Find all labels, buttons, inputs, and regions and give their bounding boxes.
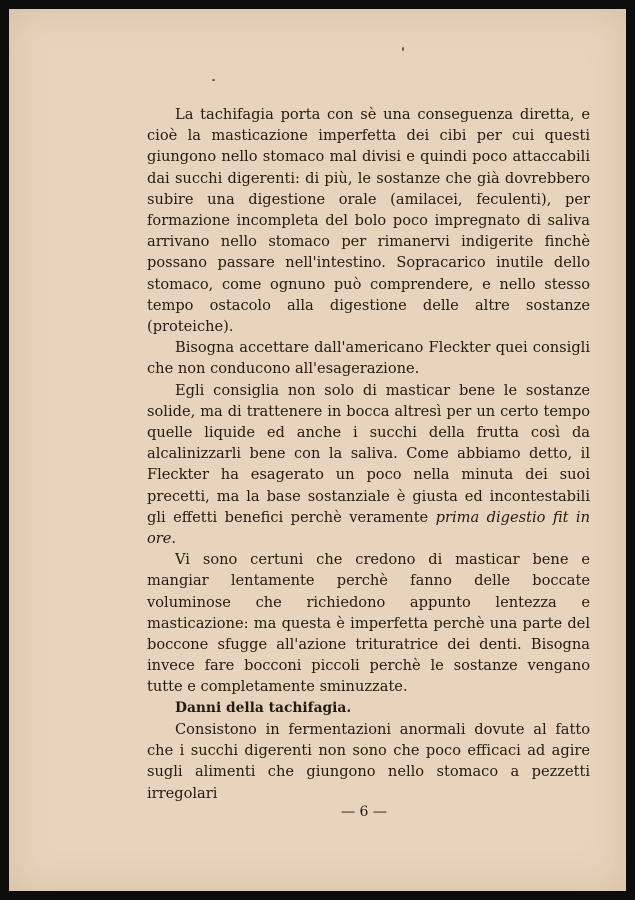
paper-speck: [212, 79, 215, 81]
paragraph-fleckter-advice: [147, 380, 590, 550]
page-number: — 6 —: [341, 804, 387, 820]
paper-speck: [402, 47, 404, 51]
section-heading: Danni della tachifagia.: [175, 699, 352, 716]
paragraph-boccate: Vi sono certuni che credono di masticar bene e mangiar lentamente perchè fanno delle boccate voluminose che richiedono appunto lentezza e masticazione: ma questa è imperfetta perchè una parte del boccone sfugge all'azione trituratrice dei denti. Bisogna invece fare bocconi piccoli perchè le sostanze vengano tutte e completamente sminuzzate.: [147, 551, 590, 696]
paragraph-tachifagia: La tachifagia porta con sè una conseguenza diretta, e cioè la masticazione imperfetta dei cibi per cui questi giungono nello stomaco mal divisi e quindi poco attaccabili dai succhi digerenti: di più, le sostanze che già dovrebbero subire una digestione orale (amilacei, feculenti), per formazione incompleta del bolo poco impregnato di saliva arrivano nello stomaco per rimanervi indigerite finchè possano passare nell'intestino. Sopracarico inutile dello stomaco, come ognuno può comprendere, e nello stesso tempo ostacolo alla digestione delle altre sostanze (proteiche).: [147, 106, 590, 336]
fleckter-period: .: [171, 530, 177, 548]
paragraph-bisogna-accettare: Bisogna accettare dall'americano Fleckter quei consigli che non conducono all'esagerazione.: [147, 339, 590, 378]
fleckter-text: Egli consiglia non solo di masticar bene le sostanze solide, ma di trattenere in bocca altresì per un certo tempo quelle liquide ed anche i succhi della frutta così da alcalinizzarli bene con la saliva. Come abbiamo detto, il Fleckter ha esagerato un poco nella minuta dei suoi precetti, ma la base sostanziale è giusta ed incontestabili gli effetti benefici perchè veramente: [147, 381, 590, 526]
latin-phrase: prima digestio fit in ore: [147, 508, 590, 548]
book-page: [9, 9, 626, 891]
body-text: [147, 104, 590, 804]
paragraph-consistono: Consistono in fermentazioni anormali dovute al fatto che i succhi digerenti non sono che poco efficaci ad agire sugli alimenti che giungono nello stomaco a pezzetti irregolari: [147, 720, 590, 802]
